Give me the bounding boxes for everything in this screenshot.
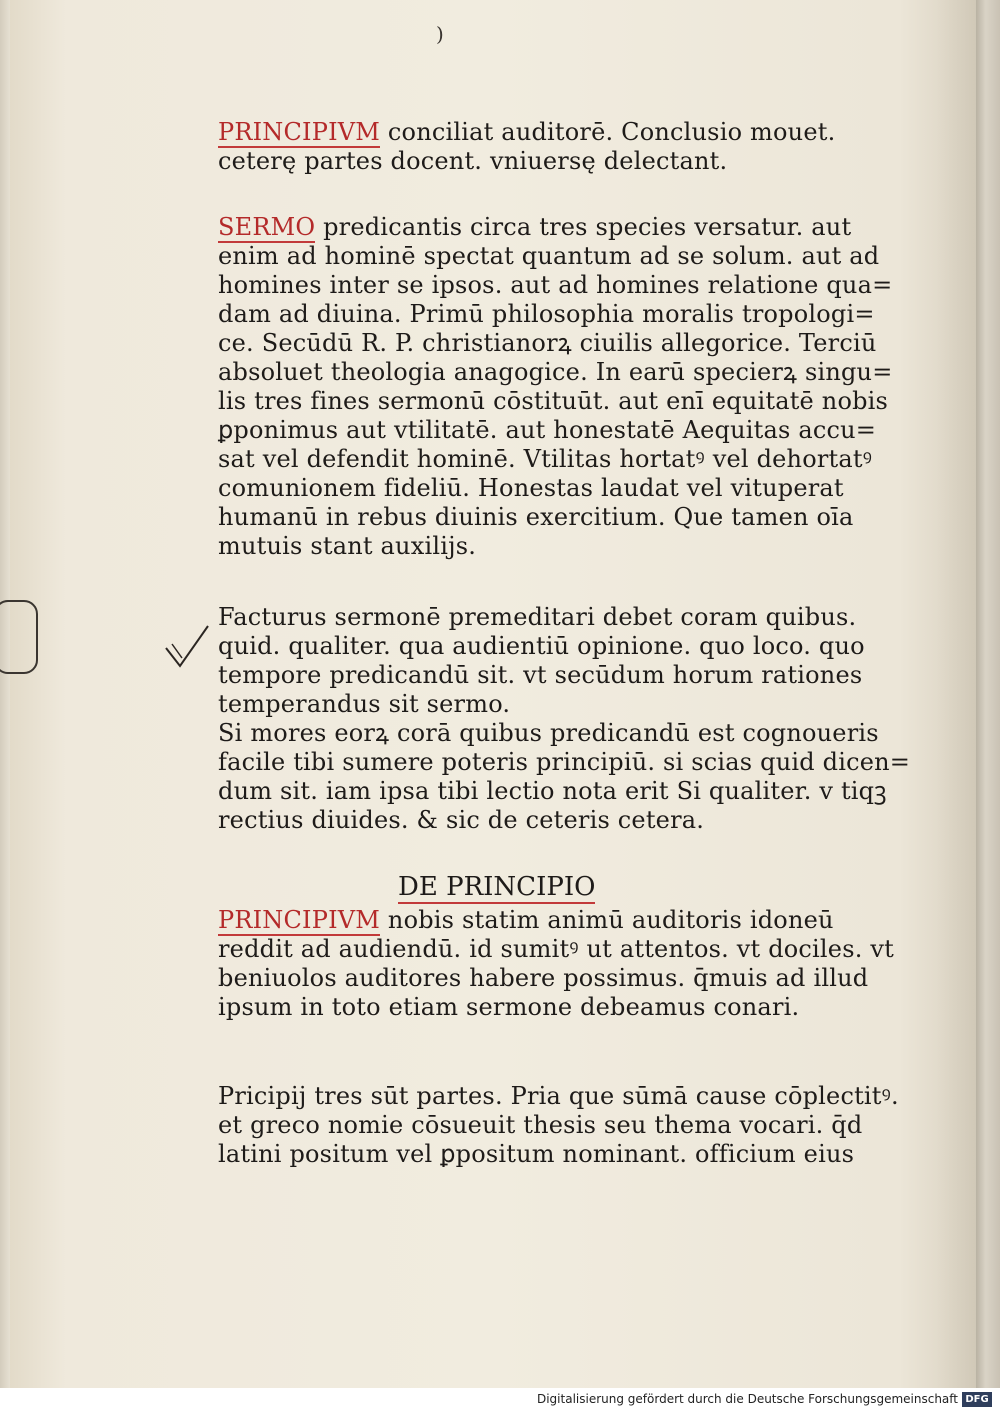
binding-edge bbox=[0, 0, 10, 1388]
text-line: ipsum in toto etiam sermone debeamus conari. bbox=[218, 993, 800, 1021]
text-line: PRINCIPIVM conciliat auditorē. Conclusio mouet. bbox=[218, 118, 836, 146]
text-block-1 bbox=[218, 118, 878, 176]
rubric-initial: PRINCIPIVM bbox=[218, 118, 381, 146]
rubric-initial: PRINCIPIVM bbox=[218, 906, 381, 934]
text-line: et greco nomie cōsueuit thesis seu thema vocari. q̄d bbox=[218, 1111, 863, 1139]
text-line: quid. qualiter. qua audientiū opinione. quo loco. quo bbox=[218, 632, 865, 660]
text-line: beniuolos auditores habere possimus. q̄muis ad illud bbox=[218, 964, 869, 992]
footer-bar bbox=[0, 1388, 1000, 1413]
dfg-logo[interactable]: DFG bbox=[962, 1392, 992, 1407]
text-line: comunionem fideliū. Honestas laudat vel vituperat bbox=[218, 474, 844, 502]
text-line: Pricipij tres sūt partes. Pria que sūmā cause cōplectitꝰ. bbox=[218, 1082, 899, 1110]
text-line: lis tres fines sermonū cōstituūt. aut enī equitatē nobis bbox=[218, 387, 889, 415]
text-block-4 bbox=[218, 906, 894, 1022]
text-line: homines inter se ipsos. aut ad homines relatione qua= bbox=[218, 271, 893, 299]
page-edge bbox=[976, 0, 1000, 1388]
text-line: mutuis stant auxilijs. bbox=[218, 532, 477, 560]
text-line: temperandus sit sermo. bbox=[218, 690, 511, 718]
text-line: Facturus sermonē premeditari debet coram quibus. bbox=[218, 603, 857, 631]
rubric-initial: SERMO bbox=[218, 213, 316, 241]
show-through-shadow bbox=[936, 0, 976, 1388]
text-line: Si mores eorꝝ corā quibus predicandū est cognoueris bbox=[218, 719, 879, 747]
text-block-2 bbox=[218, 213, 893, 561]
text-line: facile tibi sumere poteris principiū. si scias quid dicen= bbox=[218, 748, 911, 776]
text-line: reddit ad audiendū. id sumitꝰ ut attentos. vt dociles. vt bbox=[218, 935, 894, 963]
top-mark: ) bbox=[436, 22, 444, 46]
text-line: SERMO predicantis circa tres species versatur. aut bbox=[218, 213, 852, 241]
funding-credit: Digitalisierung gefördert durch die Deutsche Forschungsgemeinschaft bbox=[536, 1392, 958, 1406]
text-line: ce. Secūdū R. P. christianorꝝ ciuilis allegorice. Terciū bbox=[218, 329, 877, 357]
section-heading bbox=[398, 872, 595, 902]
clip-outline-mark bbox=[0, 600, 38, 674]
text-block-5 bbox=[218, 1082, 899, 1169]
text-line: enim ad hominē spectat quantum ad se solum. aut ad bbox=[218, 242, 880, 270]
text-line: ꝑponimus aut vtilitatē. aut honestatē Aequitas accu= bbox=[218, 416, 877, 444]
text-line: dam ad diuina. Primū philosophia moralis tropologi= bbox=[218, 300, 875, 328]
text-line: ceterę partes docent. vniuersę delectant. bbox=[218, 147, 728, 175]
text-line: sat vel defendit hominē. Vtilitas hortatꝰ vel dehortatꝰ bbox=[218, 445, 873, 473]
text-block-3 bbox=[218, 603, 911, 835]
text-line: dum sit. iam ipsa tibi lectio nota erit Si qualiter. v tiqꝫ bbox=[218, 777, 887, 805]
text-line: rectius diuides. & sic de ceteris cetera. bbox=[218, 806, 705, 834]
text-line: tempore predicandū sit. vt secūdum horum rationes bbox=[218, 661, 863, 689]
text-line: latini positum vel ꝑpositum nominant. officium eius bbox=[218, 1140, 855, 1168]
text-line: humanū in rebus diuinis exercitium. Que tamen oīa bbox=[218, 503, 854, 531]
heading-text: DE PRINCIPIO bbox=[398, 872, 596, 902]
check-mark-icon bbox=[162, 618, 212, 678]
text-line: absoluet theologia anagogice. In earū specierꝝ singu= bbox=[218, 358, 893, 386]
text-line: PRINCIPIVM nobis statim animū auditoris idoneū bbox=[218, 906, 834, 934]
